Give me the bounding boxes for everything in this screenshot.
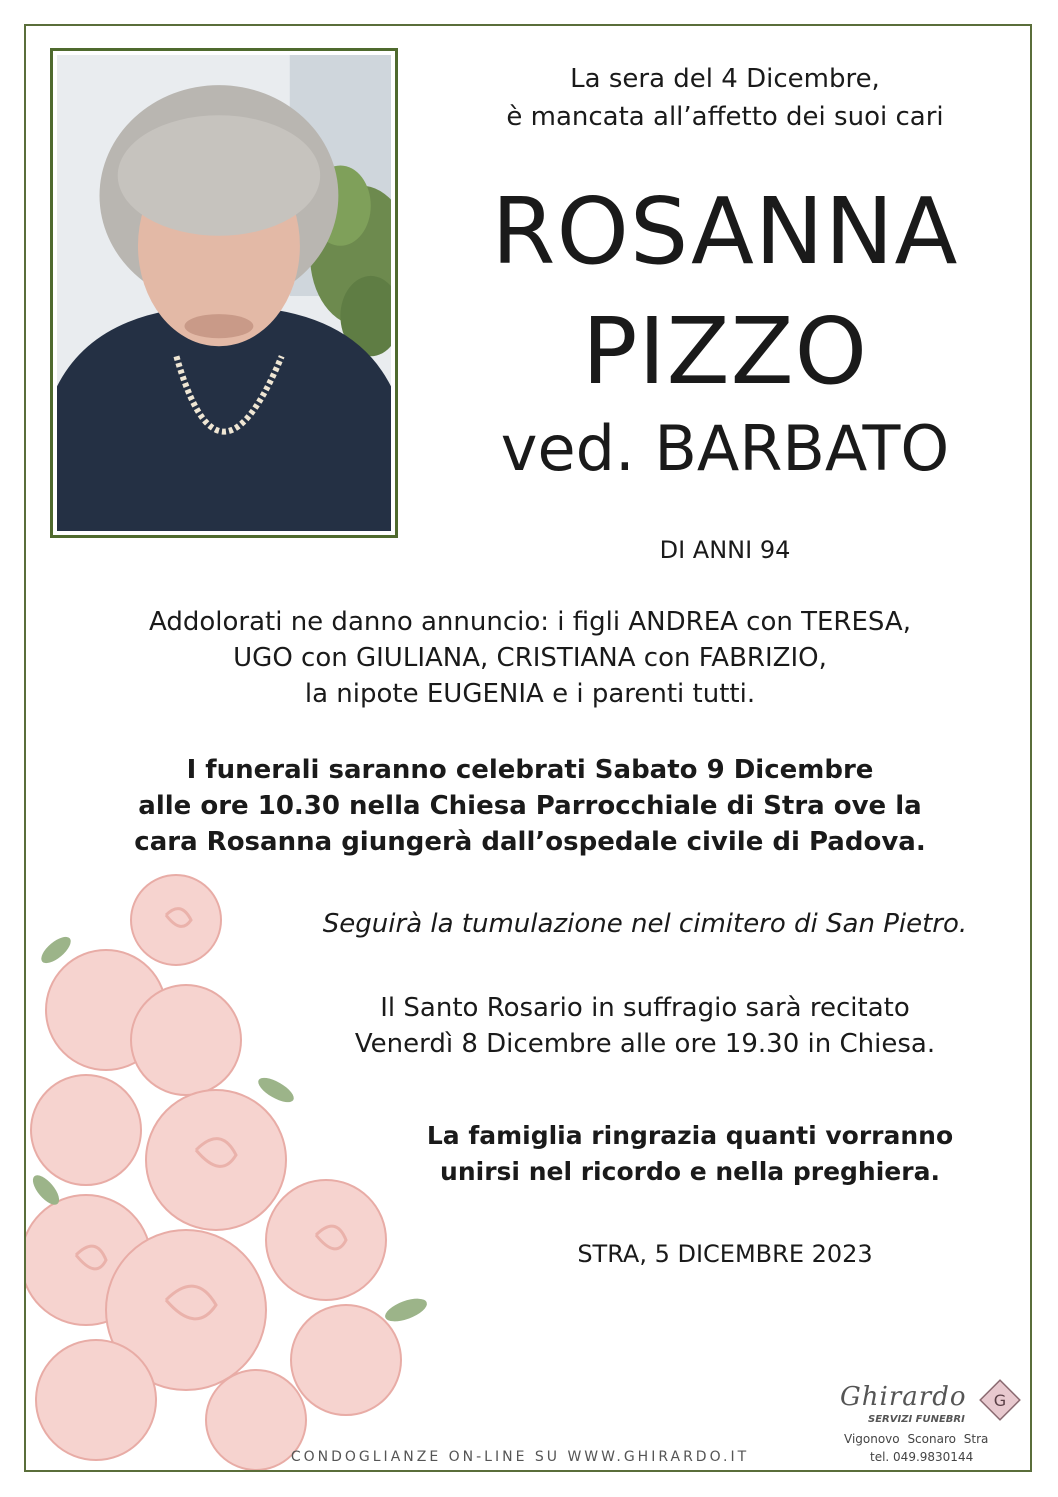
- family-line-1: Addolorati ne danno annuncio: i figli ANDREA con TERESA,: [149, 607, 911, 637]
- family-line-3: la nipote EUGENIA e i parenti tutti.: [304, 679, 756, 709]
- intro-line-2: è mancata all’affetto dei suoi cari: [506, 102, 944, 132]
- family-thanks: [390, 1118, 990, 1190]
- rosary-info: [300, 990, 990, 1062]
- logo-towns: Vigonovo Sconaro Stra: [844, 1432, 989, 1446]
- condolences-footer: CONDOGLIANZE ON-LINE SU WWW.GHIRARDO.IT: [290, 1449, 750, 1465]
- first-name: ROSANNA: [491, 178, 959, 285]
- burial-info: Seguirà la tumulazione nel cimitero di San Pietro.: [322, 909, 968, 939]
- funeral-home-logo: [832, 1378, 1032, 1468]
- thanks-line-1: La famiglia ringrazia quanti vorranno: [426, 1121, 954, 1150]
- rosary-line-2: Venerdì 8 Dicembre alle ore 19.30 in Chiesa.: [354, 1029, 936, 1059]
- funeral-line-3: cara Rosanna giungerà dall’ospedale civile di Padova.: [134, 827, 926, 857]
- funeral-line-2: alle ore 10.30 nella Chiesa Parrocchiale di Stra ove la: [138, 791, 922, 821]
- portrait-photo: [50, 48, 398, 538]
- widow-of: ved. BARBATO: [500, 412, 950, 485]
- intro-line-1: La sera del 4 Dicembre,: [570, 64, 880, 94]
- family-announcement: [80, 604, 980, 712]
- age: DI ANNI 94: [659, 536, 791, 564]
- thanks-line-2: unirsi nel ricordo e nella preghiera.: [440, 1157, 940, 1186]
- rosary-line-1: Il Santo Rosario in suffragio sarà recitato: [380, 993, 910, 1023]
- logo-mark-letter: G: [993, 1391, 1007, 1410]
- family-line-2: UGO con GIULIANA, CRISTIANA con FABRIZIO,: [233, 643, 827, 673]
- last-name: PIZZO: [581, 298, 869, 405]
- logo-name: Ghirardo: [840, 1382, 967, 1412]
- roses-decoration: [26, 860, 446, 1470]
- intro-text: [440, 60, 1010, 136]
- funeral-line-1: I funerali saranno celebrati Sabato 9 Dicembre: [186, 755, 874, 785]
- notice-date: STRA, 5 DICEMBRE 2023: [577, 1240, 873, 1268]
- portrait-image: [57, 55, 391, 531]
- logo-diamond-icon: [978, 1378, 1022, 1422]
- logo-phone: tel. 049.9830144: [870, 1450, 974, 1464]
- logo-subtitle: SERVIZI FUNEBRI: [868, 1414, 965, 1425]
- funeral-details: [80, 752, 980, 860]
